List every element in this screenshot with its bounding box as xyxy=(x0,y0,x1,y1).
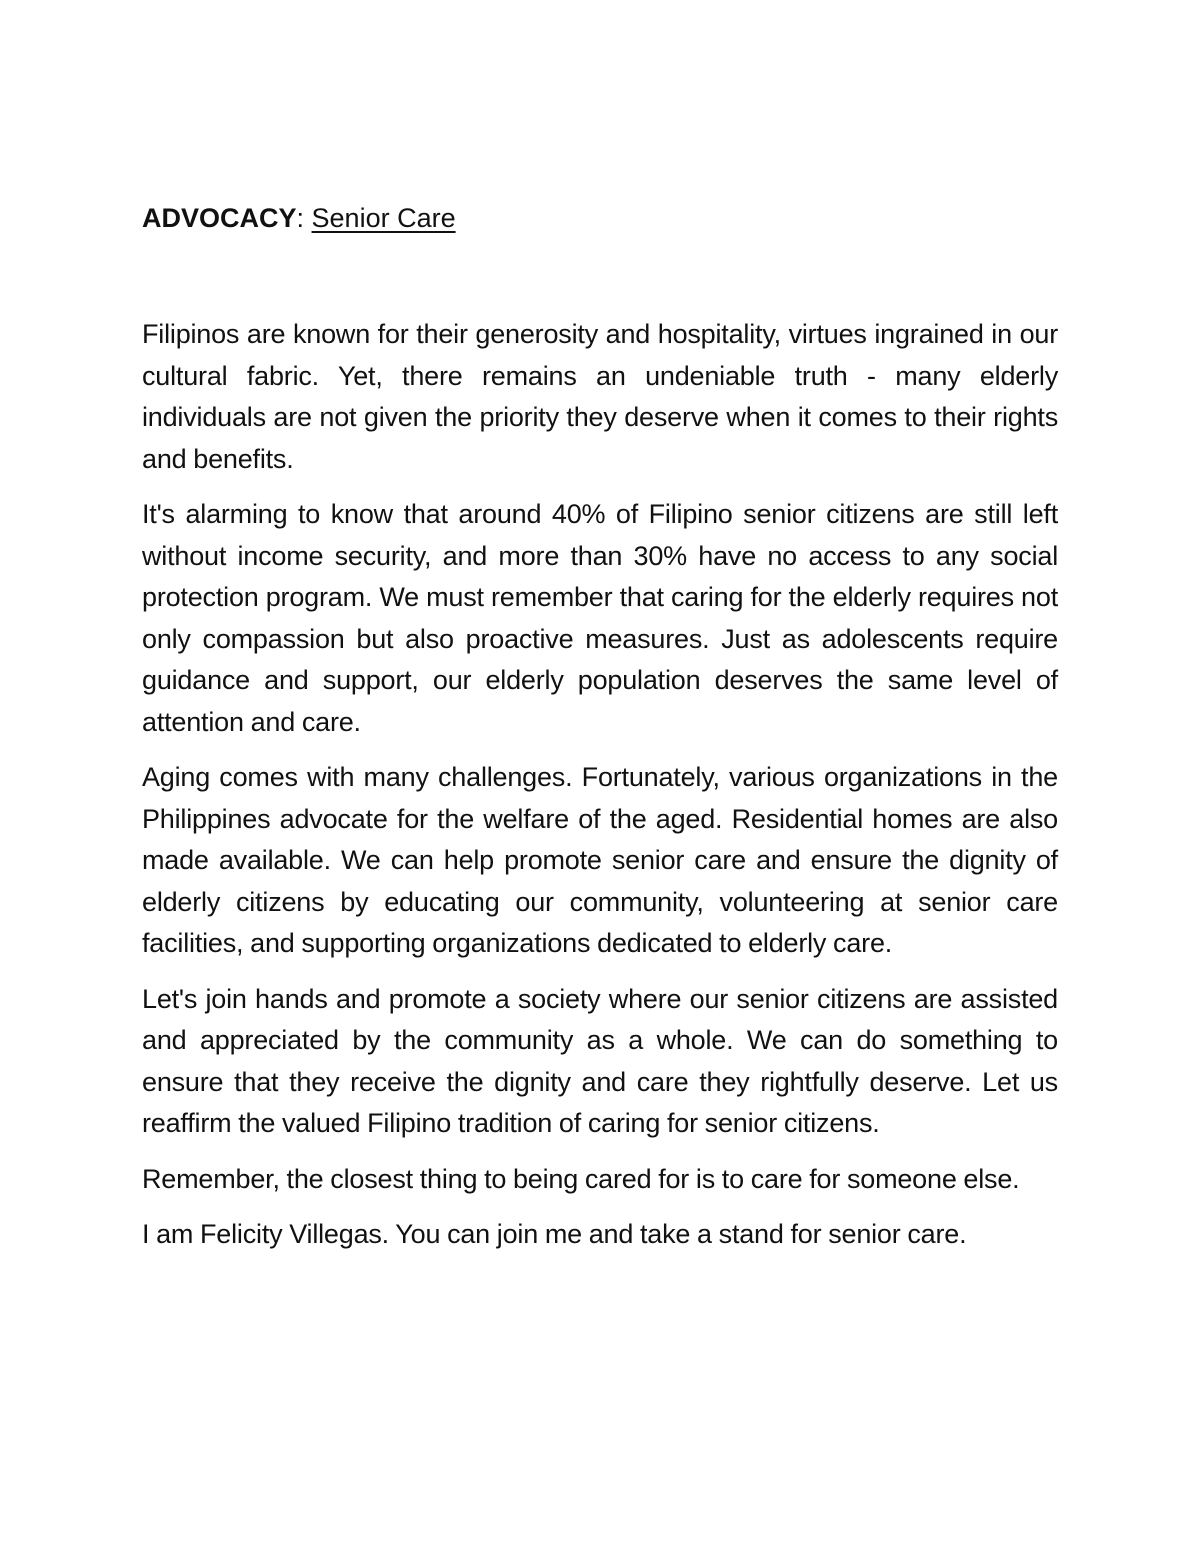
paragraph-call-to-action: Let's join hands and promote a society where our senior citizens are assisted and appreciated by the community as a whole. We can do something to ensure that they receive the dignity and care they rightfully deserve. Let us reaffirm the valued Filipino tradition of caring for senior citizens. xyxy=(142,983,1058,1138)
title-separator: : xyxy=(296,203,312,233)
document-body xyxy=(142,196,1058,1270)
title-topic: Senior Care xyxy=(311,203,456,233)
document-title xyxy=(142,196,1058,240)
paragraph-quote: Remember, the closest thing to being cared for is to care for someone else. xyxy=(142,1163,1020,1194)
paragraph-statistics: It's alarming to know that around 40% of Filipino senior citizens are still left without income security, and more than 30% have no access to any social protection program. We must remember that caring for the elderly requires not only compassion but also proactive measures. Just as adolescents require guidance and support, our elderly population deserves the same level of attention and care. xyxy=(142,499,1058,737)
paragraph-intro: Filipinos are known for their generosity and hospitality, virtues ingrained in our cultural fabric. Yet, there remains an undeniable truth - many elderly individuals are not given the priority they deserve when it comes to their rights and benefits. xyxy=(142,319,1058,474)
title-label: ADVOCACY xyxy=(142,203,297,233)
paragraph-signature: I am Felicity Villegas. You can join me and take a stand for senior care. xyxy=(142,1219,967,1249)
paragraph-organizations: Aging comes with many challenges. Fortunately, various organizations in the Philippines advocate for the welfare of the aged. Residential homes are also made available. We can help promote senior care and ensure the dignity of elderly citizens by educating our community, volunteering at senior care facilities, and supporting organizations dedicated to elderly care. xyxy=(142,762,1058,958)
